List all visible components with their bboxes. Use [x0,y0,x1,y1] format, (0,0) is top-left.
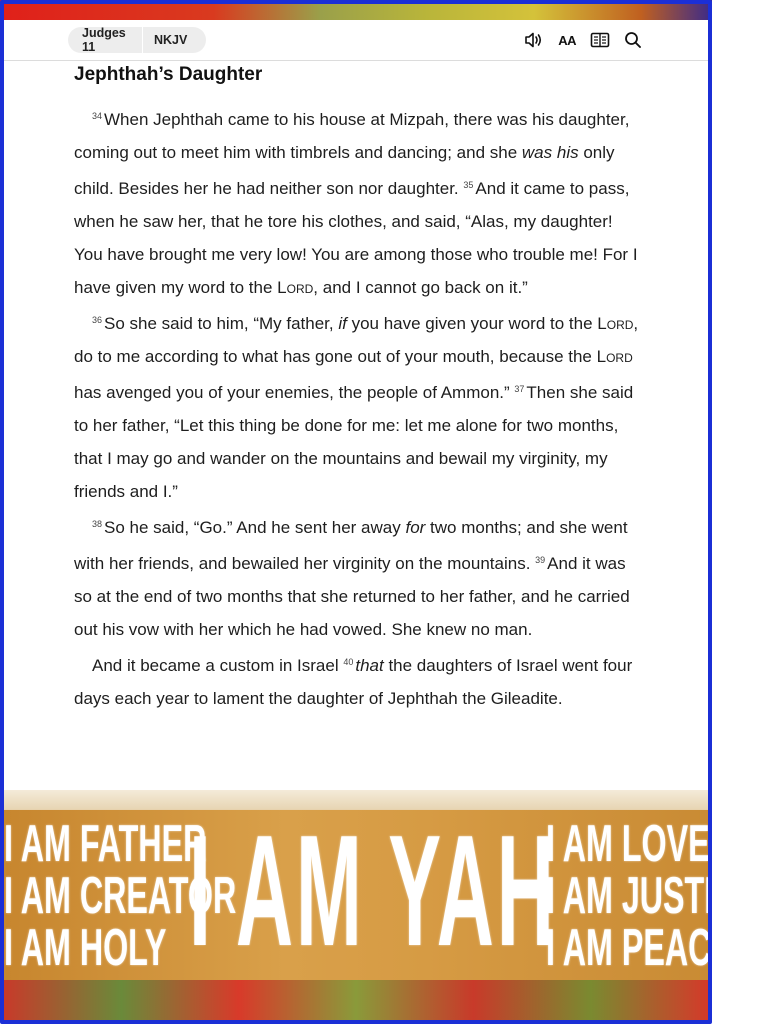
book-chapter-button[interactable]: Judges 11 [82,26,126,54]
verse-text: the daughters of Israel went four days each year to lament the daughter of Jephthah the Gileadite. [74,656,633,708]
verse-text: And it became a custom in Israel [92,656,344,675]
verse-text: you have given your word to the [346,314,598,333]
banner-text-right-1: I AM LOVE [546,815,710,873]
divine-name: Lord [596,347,633,366]
text-size-icon[interactable]: AA [558,32,576,48]
italic-text: was his [521,143,579,162]
verse-number: 39 [535,555,546,565]
verse-text: two months; and she went with her friends, and bewailed her virginity on the mountains. [74,518,628,573]
italic-text: if [338,314,347,333]
banner-text-right-3: I AM PEACE... [546,919,760,977]
verse-number: 35 [463,180,474,190]
verse-text: When Jephthah came to his house at Mizpah, there was his daughter, coming out to meet him with timbrels and dancing; and she [74,110,630,162]
verse-number: 38 [92,519,103,529]
divine-name: Lord [277,278,314,297]
verse-number: 36 [92,315,103,325]
verse-number: 34 [92,111,103,121]
verse-text: So she said to him, “My father, [104,314,339,333]
section-heading: Jephthah’s Daughter [74,64,263,85]
verse-text: , do to me according to what has gone out of your mouth, because the [74,314,639,366]
divine-name: Lord [597,314,634,333]
verse-text: only child. Besides her he had neither son nor daughter. [74,143,615,198]
verse-text: , and I cannot go back on it.” [313,278,528,297]
banner-text-left-2: I AM CREATOR [4,867,237,925]
italic-text: for [405,518,426,537]
verse-number: 40 [343,657,354,667]
verse-number: 37 [514,384,525,394]
banner-text-center: I AM YAH [189,803,557,979]
banner-text-right-2: I AM JUSTICE [546,867,758,925]
verse-text: And it was so at the end of two months that she returned to her father, and he carried out his vow with her which he had vowed. She knew no man. [74,554,630,639]
banner-text-left-1: I AM FATHER [4,815,207,873]
banner-text-left-3: I AM HOLY [4,919,167,977]
version-button[interactable]: NKJV [154,33,188,47]
verse-text: Then she said to her father, “Let this thing be done for me: let me alone for two months, that I may go and wander on the mountains and bewail my virginity, my friends and I.” [74,383,634,501]
italic-text: that [355,656,384,675]
verse-text: And it came to pass, when he saw her, that he tore his clothes, and said, “Alas, my daughter! You have brought me very low! You are among those who trouble me! For I have given my word to the [74,179,638,297]
verse-text: has avenged you of your enemies, the people of Ammon.” [74,383,510,402]
verse-text: So he said, “Go.” And he sent her away [104,518,406,537]
